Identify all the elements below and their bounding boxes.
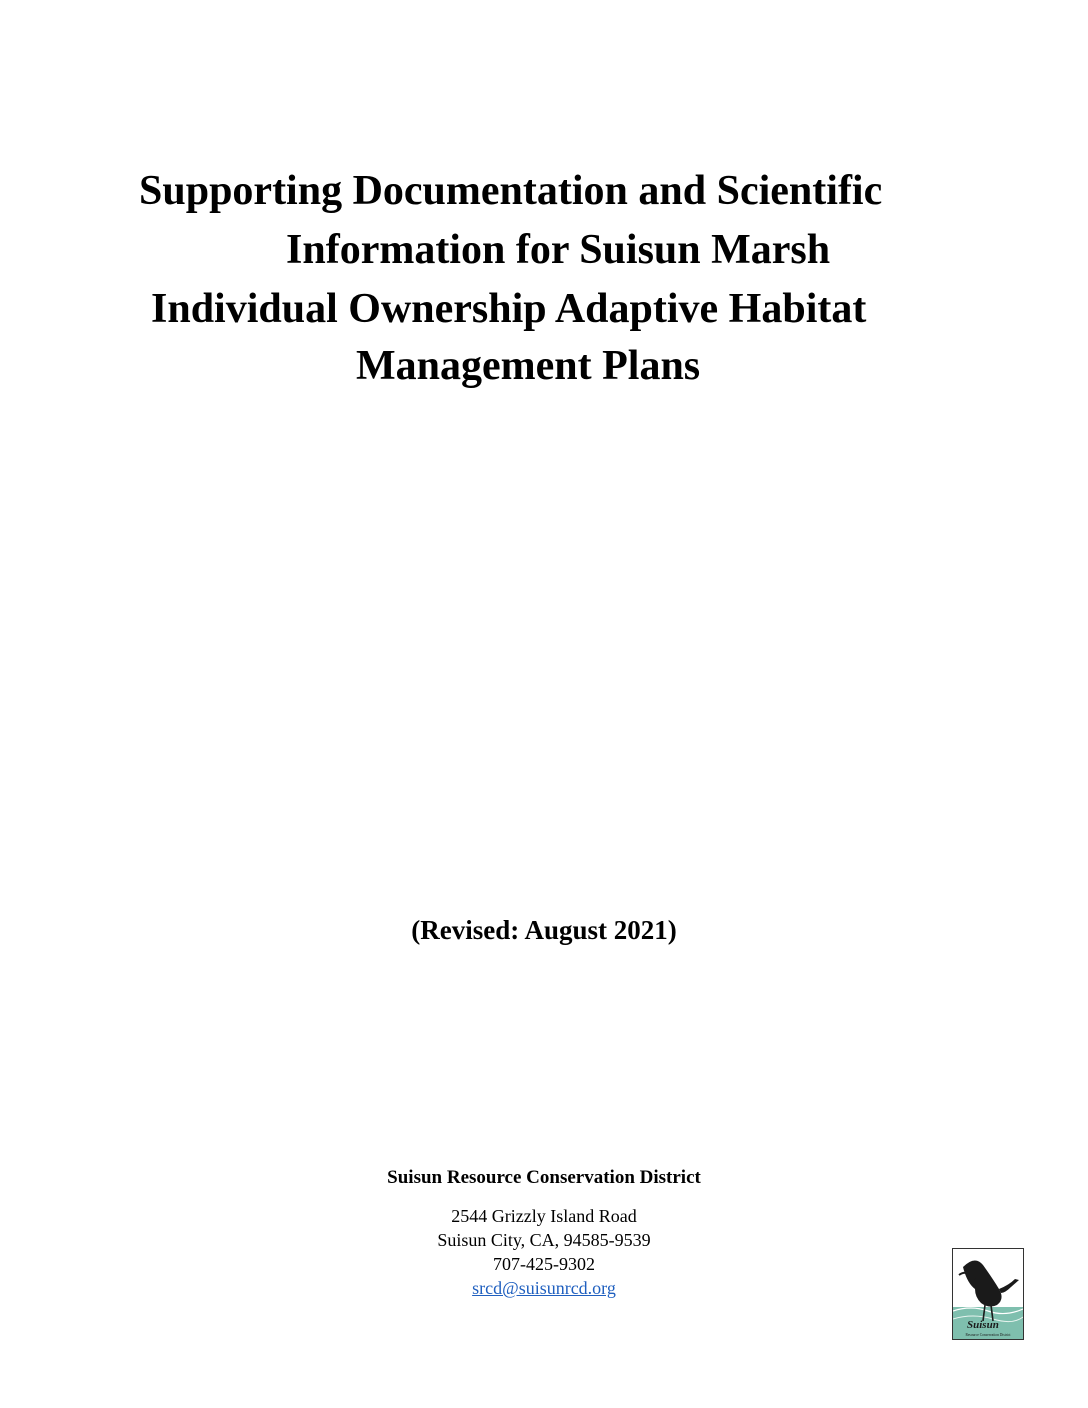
title-line-1: Supporting Documentation and Scientific [139, 168, 883, 214]
organization-address [0, 1204, 1088, 1300]
title-line-3: Individual Ownership Adaptive Habitat [151, 286, 867, 332]
revision-date: (Revised: August 2021) [411, 915, 677, 945]
logo-subtitle: Resource Conservation District [965, 1333, 1011, 1337]
organization-name: Suisun Resource Conservation District [387, 1167, 701, 1188]
heron-logo-icon [952, 1248, 1024, 1340]
address-phone: 707-425-9302 [493, 1254, 595, 1274]
title-line-4: Management Plans [356, 343, 701, 389]
organization-block [0, 1164, 1088, 1300]
email-link[interactable]: srcd@suisunrcd.org [472, 1278, 616, 1298]
address-street: 2544 Grizzly Island Road [451, 1206, 637, 1226]
address-city: Suisun City, CA, 94585-9539 [437, 1230, 651, 1250]
logo-wordmark: Suisun [967, 1319, 999, 1331]
title-line-2: Information for Suisun Marsh [286, 227, 831, 273]
